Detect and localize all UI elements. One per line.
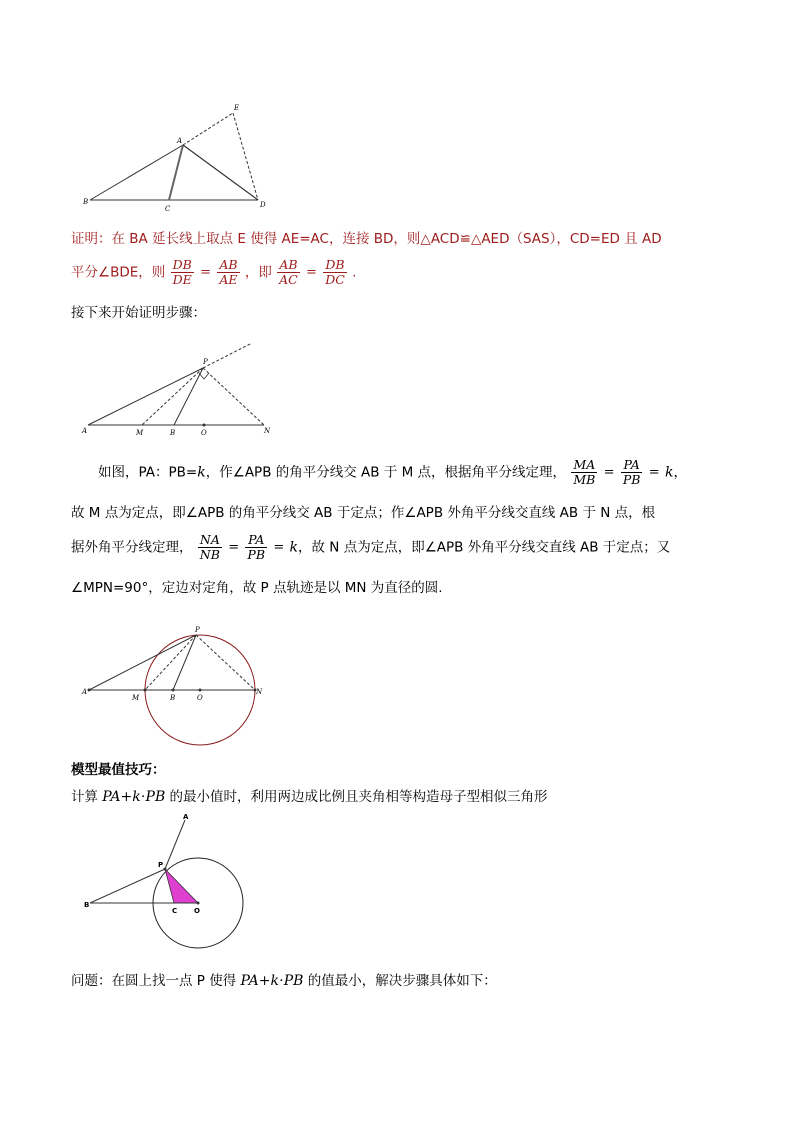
segment-AP: [89, 635, 196, 690]
point-O: [197, 902, 200, 905]
point-A: [88, 689, 91, 692]
para-text-3a: 据外角平分线定理，: [71, 539, 193, 556]
expr-pa-kpb-2: PA+k⋅PB: [240, 973, 304, 989]
proof-line-2: [71, 258, 356, 287]
point-P: [164, 868, 167, 871]
apollonius-circle-figure: [80, 618, 265, 748]
para-text-1a: 如图，PA：PB=: [98, 464, 198, 481]
label-A: A: [177, 137, 183, 145]
mother-child-similar-triangle-figure: [82, 812, 252, 952]
equals-sign-3: =: [228, 539, 240, 555]
label-C: C: [172, 907, 178, 915]
label-A: A: [82, 688, 88, 696]
para-line-3: [71, 533, 670, 562]
calc-text-b: 的最小值时，利用两边成比例且夹角相等构造母子型相似三角形: [165, 789, 548, 805]
fraction-pa-pb-2: $\frac{PA}{PB}$: [247, 532, 266, 562]
fraction-na-nb: $\frac{NA}{NB}$: [199, 532, 220, 562]
label-B: B: [170, 694, 176, 702]
var-k-3: k: [289, 539, 299, 556]
equals-sign-4: =: [273, 539, 285, 555]
triangle-bisector-figure: [80, 100, 280, 215]
proof-text-a: 平分∠BDE，则: [71, 264, 166, 281]
label-D: D: [260, 201, 266, 209]
label-B: B: [170, 429, 176, 437]
fraction-ab-ac: $\frac{AB}{AC}$: [279, 257, 298, 287]
label-B: B: [83, 198, 89, 206]
label-O: O: [201, 429, 207, 437]
point-B: [172, 689, 175, 692]
label-C: C: [165, 205, 171, 213]
problem-text-b: 的值最小，解决步骤具体如下：: [303, 973, 497, 989]
label-B: B: [84, 901, 90, 909]
segment-AD: [183, 145, 258, 200]
point-M: [144, 689, 147, 692]
proof-text-c: .: [352, 264, 357, 281]
label-N: N: [264, 427, 271, 435]
segment-PN-dashed: [196, 635, 255, 690]
label-M: M: [132, 694, 140, 702]
var-k: k: [197, 464, 206, 481]
calc-text-a: 计算: [71, 789, 103, 805]
next-steps-heading: 接下来开始证明步骤：: [71, 305, 206, 321]
label-E: E: [234, 104, 240, 112]
segment-AC: [169, 145, 183, 200]
problem-line: [71, 971, 497, 991]
label-P: P: [158, 861, 164, 869]
model-calc-line: [71, 787, 548, 807]
label-A: A: [183, 813, 189, 821]
fraction-db-de: $\frac{DB}{DE}$: [172, 257, 192, 287]
expr-pa-kpb: PA+k⋅PB: [102, 789, 166, 805]
label-P: P: [195, 626, 200, 634]
equals-sign-2: =: [648, 464, 660, 480]
fraction-ab-ae: $\frac{AB}{AE}$: [219, 257, 238, 287]
equals-sign-2: =: [306, 264, 317, 280]
proof-text-b: ，即: [244, 264, 272, 281]
segment-PA: [165, 820, 185, 869]
para-text-3b: ，故 N 点为定点，即∠APB 外角平分线交直线 AB 于定点；又: [298, 539, 671, 556]
problem-text-a: 问题：在圆上找一点 P 使得: [71, 973, 241, 989]
extension-AP-dashed: [203, 343, 252, 368]
equals-sign: =: [200, 264, 212, 280]
similar-triangle-pco: [165, 869, 198, 903]
point-O: [203, 424, 206, 427]
para-line-4: ∠MPN=90°，定边对定角，故 P 点轨迹是以 MN 为直径的圆.: [71, 580, 443, 596]
segment-PB: [173, 635, 196, 690]
segment-PN-dashed: [203, 368, 264, 425]
segment-BA: [90, 145, 183, 200]
para-text-1c: ，: [673, 464, 687, 481]
fraction-pa-pb: $\frac{PA}{PB}$: [622, 457, 641, 487]
label-A: A: [82, 427, 88, 435]
label-M: M: [136, 429, 144, 437]
label-O: O: [197, 694, 203, 702]
var-k-2: k: [664, 464, 674, 481]
segment-AE-dashed: [183, 113, 233, 145]
segment-PB: [174, 368, 203, 425]
point-O: [199, 689, 202, 692]
segment-AP: [88, 368, 203, 425]
para-line-1: [98, 458, 687, 487]
para-text-1b: ，作∠APB 的角平分线交 AB 于 M 点，根据角平分线定理，: [205, 464, 567, 481]
label-O: O: [194, 907, 200, 915]
model-heading: 模型最值技巧：: [71, 762, 166, 778]
label-P: P: [203, 358, 208, 366]
equals-sign: =: [603, 464, 615, 480]
segment-ED-dashed: [233, 113, 258, 200]
fraction-db-dc: $\frac{DB}{DC}$: [325, 257, 345, 287]
label-N: N: [256, 688, 263, 696]
segment-PM-dashed: [142, 368, 203, 425]
fraction-ma-mb: $\frac{MA}{MB}$: [573, 457, 596, 487]
para-line-2: 故 M 点为定点，即∠APB 的角平分线交 AB 于定点；作∠APB 外角平分线交直线 AB 于 N 点，根: [71, 505, 656, 521]
bisector-points-figure: [80, 338, 280, 438]
proof-line-1: 证明：在 BA 延长线上取点 E 使得 AE=AC，连接 BD，则△ACD≌△AED（SAS），CD=ED 且 AD: [71, 231, 662, 247]
